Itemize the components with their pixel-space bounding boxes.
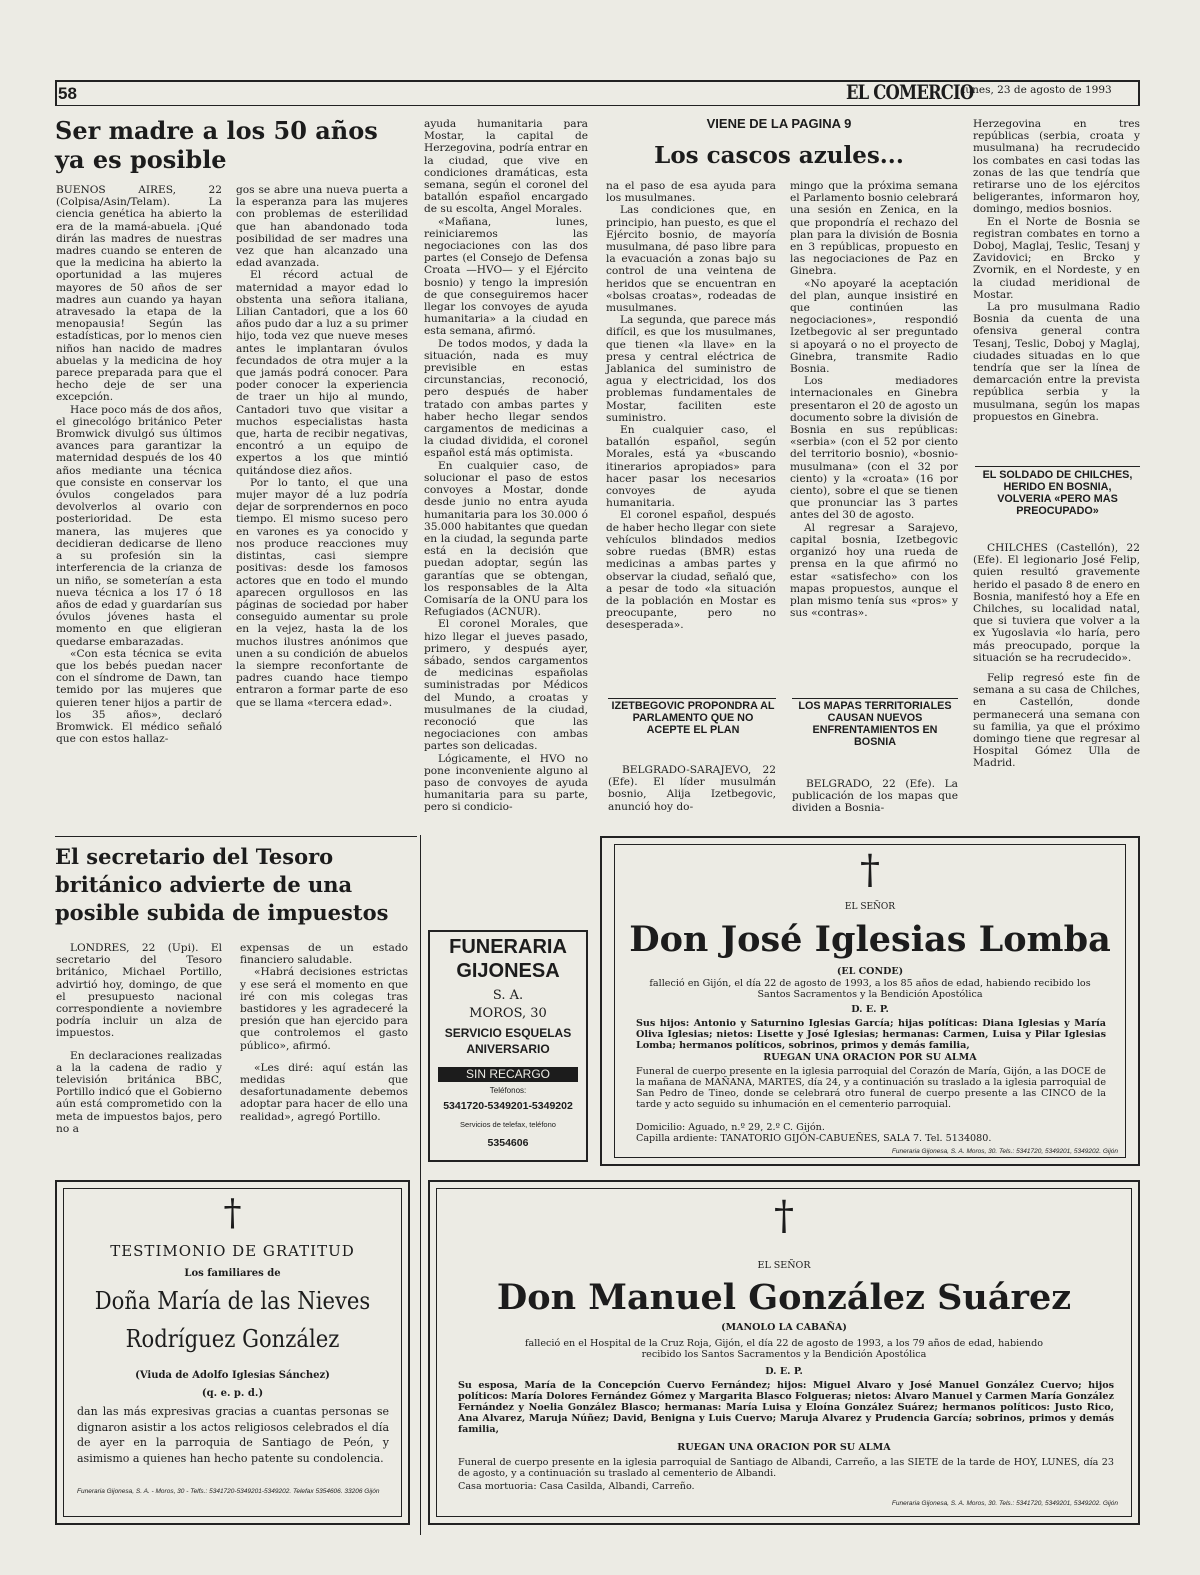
header-rule [55,80,1140,82]
paragraph: «No apoyaré la aceptación del plan, aunque insistiré en que continúen las negociaciones», respondió Izetbegovic al ser preguntado si apoyará o no el proyecto de Ginebra, transmite Radio Bosnia. [790,277,958,376]
cross-icon: † [860,847,880,893]
cross-icon: † [223,1193,242,1234]
obit-widow: (Viuda de Adolfo Iglesias Sánchez) [135,1370,330,1381]
paragraph: Hace poco más de dos años, el ginecológo británico Peter Bromwick divulgó sus últimos avances para garantizar la maternidad después de los 40 años mediante una técnica que consiste en conservar los óvulos congelados para devolverlos al ovario con posterioridad. De esta manera, las mujeres que decidieran dedicarse de lleno a su profesión sin la interferencia de la crianza de un niño, se someterían a esta nueva técnica a los 17 ó 18 años de edad y guardarían sus óvulos jóvenes hasta el momento en que eligieran quedarse embarazadas. [56,403,222,648]
paragraph: En cualquier caso, de solucionar el paso de estos convoyes a Mostar, donde desde junio no entra ayuda humanitaria para los 30.000 ó 35.000 habitantes que quedan en la ciudad, la segunda parte está en la decisión que puedan adoptar, según las garantías que se obtengan, los responsables de la Alta Comisaría de la ONU para los Refugiados (ACNUR). [424,459,588,619]
paragraph: La pro musulmana Radio Bosnia da cuenta de una ofensiva general contra Tesanj, Teslic, Doboj y Maglaj, ciudades situadas en lo que tendría que ser la línea de demarcación entre la prevista república serbia y la musulmana, según los mapas propuestos en Ginebra. [973,301,1140,423]
obit-text: dan las más expresivas gracias a cuantas personas se dignaron asistir a los actos religiosos celebrados el día de ayer en la parroquia de Santiago de Peón, y asimismo a quienes han hecho patente su condolencia. [77,1405,389,1465]
paragraph: El coronel Morales, que hizo llegar el jueves pasado, primero, y después ayer, sábado, sendos cargamentos de medicinas españolas suministradas por Médicos del Mundo, a croatas y musulmanes de la ciudad, reconoció que las negociaciones con ambas partes son delicadas. [424,618,588,753]
masthead: EL COMERCIO [846,80,974,104]
obituary-gonzalez [428,1180,1140,1525]
paragraph: Felip regresó este fin de semana a su casa de Chilches, en Castellón, donde permanecerá una semana con su familia, ya que el próximo domingo tiene que regresar al Hospital Gómez Ulla de Madrid. [973,672,1140,770]
obit-pre: EL SEÑOR [757,1260,811,1271]
obit-credit: Funeraria Gijonesa, S. A. Moros, 30. Tels.: 5341720, 5349201, 5349202. Gijón [891,1500,1118,1507]
obit-pre: Los familiares de [184,1268,281,1279]
obit-family: Su esposa, María de la Concepción Cuervo Fernández; hijos: Miguel Alvaro y José Manuel González Cuervo; hijos políticos: María Dolores Fernández Gómez y Margarita Blasco Folgueras; nietos: Alvaro Manuel y Carmen María González Fernández y Noelia González Blasco; hermanas: María Luisa y Eloína González Suárez; hermanos políticos: Justo Rico, Ana Alvarez, Maruja Núñez; David, Benigna y Luis Cuervo; Maruja Alvarez y Prudencia García; sobrinos, primos y demás familia, [458,1380,1114,1435]
cross-icon: † [774,1193,794,1239]
article3-col1 [56,942,222,1135]
obit-title: TESTIMONIO DE GRATITUD [110,1242,355,1260]
article3-headline: El secretario del Tesoro británico advierte de una posible subida de impuestos [55,844,389,925]
obit-alias: (MANOLO LA CABAÑA) [721,1322,847,1333]
divider [608,698,776,699]
paragraph: BELGRADO-SARAJEVO, 22 (Efe). El líder musulmán bosnio, Alija Izetbegovic, anunció hoy do- [608,764,776,813]
obit-name1: Doña María de las Nieves [94,1287,371,1315]
article1-col1 [56,184,222,745]
obit-prayer: RUEGAN UNA ORACION POR SU ALMA [763,1052,977,1063]
paragraph: En el Norte de Bosnia se registran combates en torno a Doboj, Maglaj, Teslic, Tesanj y Zavidovici; en Brcko y Zvornik, en el Nordeste, y en la ciudad meridional de Mostar. [973,215,1140,301]
subhead-izetbegovic: IZETBEGOVIC PROPONDRA AL PARLAMENTO QUE NO ACEPTE EL PLAN [611,700,775,736]
paragraph: Las condiciones que, en principio, han puesto, es que el Ejército bosnio, de mayoría musulmana, dé paso libre para la evacuación a zonas bajo su control de una veintena de heridos que se encuentran en «bolsas croatas», rodeadas de musulmanes. [606,204,776,315]
paragraph: gos se abre una nueva puerta a la esperanza para las mujeres con problemas de esterilidad que han abandonado toda posibilidad de ser madres una vez que han alcanzado una edad avanzada. [236,184,408,270]
subhead-mapas-text [792,778,958,815]
obit-qepd: (q. e. p. d.) [201,1388,264,1399]
article3-col2 [240,942,408,1123]
paragraph: ayuda humanitaria para Mostar, la capital de Herzegovina, podría entrar en la ciudad, que vive en condiciones dramáticas, esta semana, según el coronel del batallón español encargado de su escolta, Angel Morales. [424,118,588,216]
funeraria-phones-label: Teléfonos: [489,1086,527,1095]
obit-name: Don Manuel González Suárez [496,1277,1072,1318]
paragraph: «Les diré: aquí están las medidas que desafortunadamente debemos adoptar para hacer de ello una realidad», agregó Portillo. [240,1061,408,1123]
subhead-izetbegovic-text [608,764,776,813]
obit-dep: D. E. P. [765,1366,803,1377]
article2-headline: Los cascos azules... [654,142,904,169]
article2-col4 [606,180,776,632]
obituary-iglesias [600,836,1140,1166]
obit-alias: (EL CONDE) [836,966,904,977]
paragraph: Los mediadores internacionales en Ginebra presentaron el 20 de agosto un documento sobre la división de Bosnia en sus repúblicas: «serbia» (con el 52 por ciento del territorio bosnio), «bosnio-musulmana» (con el 32 por ciento) y la «croata» (16 por ciento), sobre el que se tienen que pronunciar las 3 partes antes del 30 de agosto. [790,375,958,522]
paragraph: Herzegovina en tres repúblicas (serbia, croata y musulmana) ha recrudecido los combates en casi todas las zonas de las que tendría que retirarse uno de los ejércitos beligerantes, informaron hoy, domingo, medios bosnios. [973,118,1140,216]
paragraph: BELGRADO, 22 (Efe). La publicación de los mapas que dividen a Bosnia- [792,778,958,815]
paragraph: Al regresar a Sarajevo, capital bosnia, Izetbegovic organizó hoy una rueda de prensa en la que afirmó no estar «satisfecho» con los mapas propuestos, aunque el plan mismo tenía sus «pros» y sus «contras». [790,521,958,620]
paragraph: La segunda, que parece más difícil, es que los musulmanes, que tienen «la llave» en la presa y central eléctrica de Jablanica del suministro de agua y electricidad, los dos problemas fundamentales de Mostar, faciliten este suministro. [606,314,776,424]
paragraph: BUENOS AIRES, 22 (Colpisa/Asin/Telam). La ciencia genética ha abierto la era de la mamá-abuela. ¡Qué dirán las madres de nuestras madres cuando se enteren de que la medicina ha abierto la oportunidad a las mujeres mayores de 50 años de ser madres aun cuando ya hayan atravesado la etapa de la menopausia! Según las estadísticas, por lo menos cien niños han nacido de madres abuelas y la medicina de hoy parece preparada para que el hecho deje de ser una excepción. [56,184,222,404]
obit-chapel: Capilla ardiente: TANATORIO GIJÓN-CABUEÑES, SALA 7. Tel. 5134080. [636,1133,992,1144]
funeraria-ad [428,930,588,1162]
obit-died: falleció en Gijón, el día 22 de agosto de 1993, a los 85 años de edad, habiendo recibido los Santos Sacramentos y la Bendición Apostólica [649,978,1091,1000]
article2-col3 [424,118,588,814]
obit-home: Domicilio: Aguado, n.º 29, 2.º C. Gijón. [636,1122,825,1133]
obit-home: Casa mortuoria: Casa Casilda, Albandi, Carreño. [458,1481,695,1492]
obit-name: Don José Iglesias Lomba [629,919,1111,960]
obit-prayer: RUEGAN UNA ORACION POR SU ALMA [677,1442,891,1453]
funeraria-phones: 5341720-5349201-5349202 [443,1100,573,1112]
paragraph: Lógicamente, el HVO no pone inconveniente alguno al paso de convoyes de ayuda humanitaria para su parte, pero si condicio- [424,752,588,814]
obit-died: falleció en el Hospital de la Cruz Roja, Gijón, el día 22 de agosto de 1993, a los 79 años de edad, habiendo recibido los Santos Sacramentos y la Bendición Apostólica [524,1338,1044,1360]
paragraph: Por lo tanto, el que una mujer mayor dé a luz podría dejar de sorprendernos en poco tiempo. El mismo suceso pero en varones es ya conocido y nos produce reacciones muy distintas, casi siempre positivas: desde los famosos actores que en todo el mundo aparecen orgullosos en las páginas de sociedad por haber conseguido aumentar su prole en la vejez, hasta la de los muchos ilustres anónimos que unen a su condición de abuelos la siempre reconfortante de padres cuando hace tiempo entraron a formar parte de eso que se llama «tercera edad». [236,476,408,709]
paragraph: De todos modos, y dada la situación, nada es muy previsible en estas circunstancias, reconoció, pero después de haber tratado con ambas partes y haber hecho llegar sendos cargamentos de medicinas a la ciudad dividida, el coronel español está más optimista. [424,337,588,460]
obit-credit: Funeraria Gijonesa, S. A. Moros, 30. Tels.: 5341720, 5349201, 5349202. Gijón [891,1148,1118,1155]
article2-col6 [973,118,1140,423]
paragraph: «Con esta técnica se evita que los bebés puedan nacer con el síndrome de Dawn, tan temido por las mujeres que quieren tener hijos a partir de los 35 años», declaró Bromwick. El médico señaló que con estos hallaz- [56,647,222,746]
subhead-mapas: LOS MAPAS TERRITORIALES CAUSAN NUEVOS ENFRENTAMIENTOS EN BOSNIA [798,700,952,748]
funeraria-name2: GIJONESA [456,960,560,982]
paragraph: El coronel español, después de haber hecho llegar con siete vehículos blindados medios sobre ruedas (BMR) estas medicinas a ambas partes y observar la ciudad, señaló que, a pesar de todo «la situación de la población en Mostar es preocupante, pero no desesperada». [606,509,776,632]
subhead-chilches: EL SOLDADO DE CHILCHES, HERIDO EN BOSNIA, VOLVERIA «PERO MAS PREOCUPADO» [982,469,1133,517]
header-date: lunes, 23 de agosto de 1993 [962,84,1112,96]
article1-col2 [236,184,408,709]
obit-credit: Funeraria Gijonesa, S. A. - Moros, 30 - Telfs.: 5341720-5349201-5349202. Telefax 5354606. 33206 Gijón [77,1488,380,1495]
column-separator [420,835,421,1535]
article2-col6b [973,542,1140,770]
funeraria-banner: SIN RECARGO [438,1067,578,1082]
funeraria-name1: FUNERARIA [449,936,567,958]
header-right-bar [1138,80,1140,106]
obit-family: Sus hijos: Antonio y Saturnino Iglesias García; hijas políticas: Diana Iglesias y María Oliva Iglesias; nietos: Lisette y José Iglesias; hermanas: Carmen, Luisa y Pilar Iglesias Lomba; hermanos políticos, sobrinos, primos y demás familia, [636,1018,1106,1051]
funeraria-service1: SERVICIO ESQUELAS [444,1026,572,1040]
page-number: 58 [58,84,77,103]
funeraria-fax-label: Servicios de telefax, teléfono [460,1120,556,1129]
funeraria-sa: S. A. [492,988,524,1003]
paragraph: expensas de un estado financiero saludable. [240,942,408,967]
article1-headline: Ser madre a los 50 años ya es posible [55,116,378,174]
divider [792,698,958,699]
paragraph: El récord actual de maternidad a mayor edad lo obstenta una señora italiana, Lilian Cantadori, que a los 60 años pudo dar a luz a su primer hijo, toda vez que nueve meses antes le implantaran óvulos fecundados de otra mujer a la que jamás podrá conocer. Para poder conocer la experiencia de traer un hijo al mundo, Cantadori tuvo que visitar a muchos especialistas hasta que, harta de recibir negativas, encontró a un equipo de expertos a los que mintió quitándose diez años. [236,269,408,477]
paragraph: CHILCHES (Castellón), 22 (Efe). El legionario José Felip, quien resultó gravemente herido el pasado 8 de enero en Bosnia, manifestó hoy a Efe en Chilches, su localidad natal, que si tuviera que volver a la ex Yugoslavia «lo haría, pero más preocupado, porque la situación se ha recrudecido». [973,542,1140,664]
article2-kicker: VIENE DE LA PAGINA 9 [706,116,852,131]
header-rule-bottom [55,105,1140,106]
paragraph: En declaraciones realizadas a la la cadena de radio y televisión británica BBC, Portillo indicó que el Gobierno aún está comprometido con la meta de impuestos bajos, pero no a [56,1049,222,1135]
obituary-gratitude [55,1180,410,1525]
paragraph: na el paso de esa ayuda para los musulmanes. [606,180,776,205]
divider [55,836,417,837]
obit-funeral: Funeral de cuerpo presente en la iglesia parroquial del Corazón de María, Gijón, a las DOCE de la mañana de MAÑANA, MARTES, día 24, y a continuación su traslado a la iglesia parroquial de San Pedro de Tineo, donde se celebrará otro funeral de cuerpo presente a las CINCO de la tarde y acto seguido su inhumación en el cementerio parroquial. [636,1066,1106,1110]
obit-pre: EL SEÑOR [844,902,896,912]
paragraph: En cualquier caso, el batallón español, según Morales, está ya «buscando itinerarios apropiados» para hacer pasar los necesarios convoyes de ayuda humanitaria. [606,424,776,510]
article2-col5 [790,180,958,619]
paragraph: LONDRES, 22 (Upi). El secretario del Tesoro británico, Michael Portillo, advirtió hoy, domingo, de que el presupuesto nacional correspondiente a noviembre podría incluir un alza de impuestos. [56,942,222,1040]
header-left-bar [55,80,57,106]
divider [975,466,1140,467]
obit-funeral: Funeral de cuerpo presente en la iglesia parroquial de Santiago de Albandi, Carreño, a las SIETE de la tarde de HOY, LUNES, día 23 de agosto, y a continuación su traslado al cementerio de Albandi. [458,1457,1114,1479]
paragraph: «Habrá decisiones estrictas y ese será el momento en que iré con mis colegas tras bastidores y les agradeceré la presión que han ejercido para que controlemos el gasto público», afirmó. [240,966,408,1052]
funeraria-service2: ANIVERSARIO [466,1042,550,1056]
funeraria-fax: 5354606 [487,1137,529,1149]
obit-name2: Rodríguez González [125,1325,340,1353]
funeraria-address: MOROS, 30 [469,1006,547,1021]
paragraph: «Mañana, lunes, reiniciaremos las negociaciones con las dos partes (el Consejo de Defensa Croata —HVO— y el Ejército bosnio) y tengo la impresión de que conseguiremos hacer llegar los convoyes de ayuda humanitaria» a la ciudad en esta semana, afirmó. [424,215,588,338]
obit-dep: D. E. P. [851,1004,889,1015]
paragraph: mingo que la próxima semana el Parlamento bosnio celebrará una sesión en Zenica, en la que propondría el rechazo del plan para la división de Bosnia en 3 repúblicas, propuesto en las negociaciones de Paz en Ginebra. [790,180,958,278]
